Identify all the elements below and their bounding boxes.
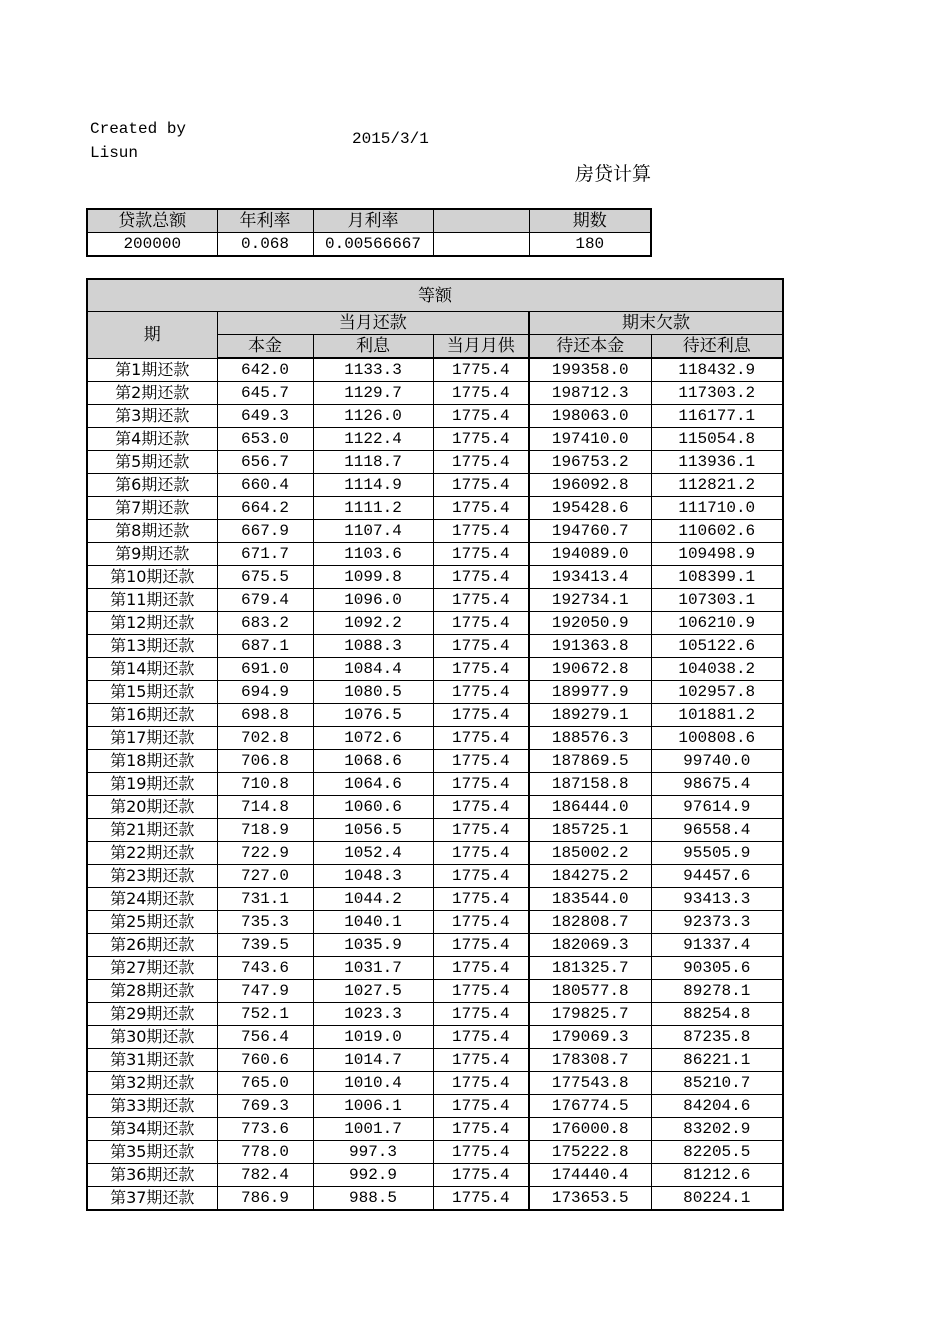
remaining-principal-cell[interactable]: 177543.8 [529,1072,651,1095]
period-label-cell[interactable]: 第28期还款 [87,980,217,1003]
monthly-payment-cell[interactable]: 1775.4 [433,911,529,934]
params-header-row [87,209,651,233]
remaining-principal-cell[interactable]: 187158.8 [529,773,651,796]
remaining-interest-cell[interactable]: 110602.6 [651,520,783,543]
interest-cell[interactable]: 1111.2 [313,497,433,520]
column-header-cell[interactable]: 待还本金 [529,335,651,359]
table-row [87,451,783,474]
interest-cell[interactable]: 1014.7 [313,1049,433,1072]
interest-cell[interactable]: 1099.8 [313,566,433,589]
period-label-cell[interactable]: 第35期还款 [87,1141,217,1164]
interest-cell[interactable]: 1118.7 [313,451,433,474]
table-row [87,842,783,865]
monthly-payment-cell[interactable]: 1775.4 [433,1118,529,1141]
remaining-interest-cell[interactable]: 83202.9 [651,1118,783,1141]
table-row [87,865,783,888]
principal-cell[interactable]: 743.6 [217,957,313,980]
monthly-payment-cell[interactable]: 1775.4 [433,681,529,704]
monthly-payment-cell[interactable]: 1775.4 [433,358,529,382]
interest-cell[interactable]: 1114.9 [313,474,433,497]
period-label-cell[interactable]: 第3期还款 [87,405,217,428]
monthly-payment-cell[interactable]: 1775.4 [433,727,529,750]
monthly-payment-cell[interactable]: 1775.4 [433,589,529,612]
remaining-interest-cell[interactable]: 84204.6 [651,1095,783,1118]
table-row [87,681,783,704]
period-label-cell[interactable]: 第17期还款 [87,727,217,750]
principal-cell[interactable]: 735.3 [217,911,313,934]
period-label-cell[interactable]: 第13期还款 [87,635,217,658]
remaining-interest-cell[interactable]: 105122.6 [651,635,783,658]
principal-cell[interactable]: 698.8 [217,704,313,727]
monthly-payment-cell[interactable]: 1775.4 [433,1141,529,1164]
principal-cell[interactable]: 782.4 [217,1164,313,1187]
monthly-payment-cell[interactable]: 1775.4 [433,1072,529,1095]
period-label-cell[interactable]: 第26期还款 [87,934,217,957]
interest-cell[interactable]: 1092.2 [313,612,433,635]
table-row [87,1003,783,1026]
monthly-payment-cell[interactable]: 1775.4 [433,1026,529,1049]
period-label-cell[interactable]: 第1期还款 [87,358,217,382]
remaining-interest-cell[interactable]: 87235.8 [651,1026,783,1049]
interest-cell[interactable]: 1133.3 [313,358,433,382]
table-row [87,980,783,1003]
remaining-principal-cell[interactable]: 196092.8 [529,474,651,497]
remaining-interest-cell[interactable]: 86221.1 [651,1049,783,1072]
principal-cell[interactable]: 722.9 [217,842,313,865]
remaining-interest-cell[interactable]: 90305.6 [651,957,783,980]
table-row [87,497,783,520]
remaining-interest-cell[interactable]: 96558.4 [651,819,783,842]
table-row [87,405,783,428]
remaining-interest-cell[interactable]: 101881.2 [651,704,783,727]
remaining-interest-cell[interactable]: 91337.4 [651,934,783,957]
remaining-principal-cell[interactable]: 175222.8 [529,1141,651,1164]
created-by-text: Created by Lisun [90,120,187,162]
page-title: 房贷计算 [575,163,652,185]
period-label-cell[interactable]: 第8期还款 [87,520,217,543]
remaining-principal-cell[interactable]: 189977.9 [529,681,651,704]
principal-cell[interactable]: 739.5 [217,934,313,957]
principal-cell[interactable]: 653.0 [217,428,313,451]
remaining-interest-cell[interactable]: 99740.0 [651,750,783,773]
table-row [87,957,783,980]
column-header-cell[interactable]: 利息 [313,335,433,359]
principal-cell[interactable]: 714.8 [217,796,313,819]
period-label-cell[interactable]: 第15期还款 [87,681,217,704]
remaining-principal-cell[interactable]: 173653.5 [529,1187,651,1211]
empty-cell[interactable] [433,233,529,257]
remaining-interest-cell[interactable]: 104038.2 [651,658,783,681]
monthly-payment-cell[interactable]: 1775.4 [433,428,529,451]
table-row [87,1072,783,1095]
remaining-principal-cell[interactable]: 174440.4 [529,1164,651,1187]
remaining-principal-cell[interactable]: 182808.7 [529,911,651,934]
remaining-interest-cell[interactable]: 118432.9 [651,358,783,382]
principal-cell[interactable]: 752.1 [217,1003,313,1026]
principal-cell[interactable]: 718.9 [217,819,313,842]
loan-amount-cell[interactable]: 200000 [87,233,217,257]
interest-cell[interactable]: 1001.7 [313,1118,433,1141]
interest-cell[interactable]: 1122.4 [313,428,433,451]
remaining-interest-cell[interactable]: 98675.4 [651,773,783,796]
principal-cell[interactable]: 649.3 [217,405,313,428]
period-label-cell[interactable]: 第6期还款 [87,474,217,497]
table-row [87,428,783,451]
interest-cell[interactable]: 1052.4 [313,842,433,865]
table-row [87,888,783,911]
interest-cell[interactable]: 1035.9 [313,934,433,957]
remaining-interest-cell[interactable]: 89278.1 [651,980,783,1003]
period-label-cell[interactable]: 第11期还款 [87,589,217,612]
table-row [87,750,783,773]
period-label-cell[interactable]: 第22期还款 [87,842,217,865]
params-value-row [87,233,651,257]
monthly-payment-cell[interactable]: 1775.4 [433,842,529,865]
param-header-cell[interactable]: 期数 [529,209,651,233]
principal-cell[interactable]: 702.8 [217,727,313,750]
interest-cell[interactable]: 1088.3 [313,635,433,658]
mode-header-cell[interactable]: 等额 [87,279,783,312]
period-label-cell[interactable]: 第2期还款 [87,382,217,405]
period-label-cell[interactable]: 第7期还款 [87,497,217,520]
remaining-principal-cell[interactable]: 181325.7 [529,957,651,980]
principal-cell[interactable]: 778.0 [217,1141,313,1164]
interest-cell[interactable]: 1031.7 [313,957,433,980]
table-row [87,474,783,497]
periods-cell[interactable]: 180 [529,233,651,257]
monthly-payment-cell[interactable]: 1775.4 [433,1164,529,1187]
interest-cell[interactable]: 1006.1 [313,1095,433,1118]
principal-cell[interactable]: 683.2 [217,612,313,635]
principal-cell[interactable]: 773.6 [217,1118,313,1141]
period-label-cell[interactable]: 第19期还款 [87,773,217,796]
remaining-interest-cell[interactable]: 115054.8 [651,428,783,451]
remaining-interest-cell[interactable]: 88254.8 [651,1003,783,1026]
period-label-cell[interactable]: 第23期还款 [87,865,217,888]
remaining-principal-cell[interactable]: 184275.2 [529,865,651,888]
param-header-cell[interactable]: 月利率 [313,209,433,233]
principal-cell[interactable]: 727.0 [217,865,313,888]
principal-cell[interactable]: 756.4 [217,1026,313,1049]
period-label-cell[interactable]: 第37期还款 [87,1187,217,1211]
remaining-interest-cell[interactable]: 80224.1 [651,1187,783,1211]
remaining-interest-cell[interactable]: 109498.9 [651,543,783,566]
period-label-cell[interactable]: 第31期还款 [87,1049,217,1072]
interest-cell[interactable]: 1048.3 [313,865,433,888]
monthly-payment-cell[interactable]: 1775.4 [433,1095,529,1118]
period-label-cell[interactable]: 第33期还款 [87,1095,217,1118]
interest-cell[interactable]: 1096.0 [313,589,433,612]
group-header-row [87,312,783,335]
monthly-payment-cell[interactable]: 1775.4 [433,451,529,474]
interest-cell[interactable]: 1103.6 [313,543,433,566]
period-label-cell[interactable]: 第30期还款 [87,1026,217,1049]
period-label-cell[interactable]: 第16期还款 [87,704,217,727]
remaining-interest-cell[interactable]: 82205.5 [651,1141,783,1164]
remaining-principal-cell[interactable]: 185725.1 [529,819,651,842]
principal-cell[interactable]: 760.6 [217,1049,313,1072]
monthly-payment-cell[interactable]: 1775.4 [433,704,529,727]
principal-cell[interactable]: 706.8 [217,750,313,773]
interest-cell[interactable]: 1060.6 [313,796,433,819]
monthly-payment-cell[interactable]: 1775.4 [433,773,529,796]
interest-cell[interactable]: 1044.2 [313,888,433,911]
table-row [87,589,783,612]
remaining-interest-cell[interactable]: 95505.9 [651,842,783,865]
remaining-principal-cell[interactable]: 195428.6 [529,497,651,520]
period-label-cell[interactable]: 第21期还款 [87,819,217,842]
period-label-cell[interactable]: 第36期还款 [87,1164,217,1187]
interest-cell[interactable]: 1056.5 [313,819,433,842]
period-label-cell[interactable]: 第27期还款 [87,957,217,980]
interest-cell[interactable]: 992.9 [313,1164,433,1187]
period-label-cell[interactable]: 第20期还款 [87,796,217,819]
remaining-principal-cell[interactable]: 190672.8 [529,658,651,681]
table-row [87,543,783,566]
remaining-principal-cell[interactable]: 198063.0 [529,405,651,428]
column-header-cell[interactable]: 待还利息 [651,335,783,359]
remaining-principal-cell[interactable]: 185002.2 [529,842,651,865]
remaining-principal-cell[interactable]: 191363.8 [529,635,651,658]
table-row [87,911,783,934]
remaining-principal-cell[interactable]: 180577.8 [529,980,651,1003]
principal-cell[interactable]: 694.9 [217,681,313,704]
table-row [87,727,783,750]
interest-cell[interactable]: 1023.3 [313,1003,433,1026]
principal-cell[interactable]: 664.2 [217,497,313,520]
table-row [87,520,783,543]
principal-cell[interactable]: 656.7 [217,451,313,474]
remaining-interest-cell[interactable]: 106210.9 [651,612,783,635]
remaining-principal-cell[interactable]: 183544.0 [529,888,651,911]
monthly-payment-cell[interactable]: 1775.4 [433,819,529,842]
interest-cell[interactable]: 1084.4 [313,658,433,681]
table-row [87,1026,783,1049]
remaining-principal-cell[interactable]: 192734.1 [529,589,651,612]
monthly-payment-cell[interactable]: 1775.4 [433,934,529,957]
remaining-interest-cell[interactable]: 85210.7 [651,1072,783,1095]
param-header-cell[interactable]: 贷款总额 [87,209,217,233]
remaining-interest-cell[interactable]: 100808.6 [651,727,783,750]
monthly-rate-cell[interactable]: 0.00566667 [313,233,433,257]
remaining-principal-cell[interactable]: 179825.7 [529,1003,651,1026]
interest-cell[interactable]: 1068.6 [313,750,433,773]
period-label-cell[interactable]: 第14期还款 [87,658,217,681]
remaining-principal-cell[interactable]: 192050.9 [529,612,651,635]
monthly-payment-cell[interactable]: 1775.4 [433,980,529,1003]
monthly-payment-cell[interactable]: 1775.4 [433,497,529,520]
remaining-interest-cell[interactable]: 81212.6 [651,1164,783,1187]
remaining-principal-cell[interactable]: 193413.4 [529,566,651,589]
monthly-payment-cell[interactable]: 1775.4 [433,1049,529,1072]
monthly-payment-cell[interactable]: 1775.4 [433,1003,529,1026]
period-label-cell[interactable]: 第9期还款 [87,543,217,566]
principal-cell[interactable]: 786.9 [217,1187,313,1211]
interest-cell[interactable]: 1080.5 [313,681,433,704]
principal-cell[interactable]: 679.4 [217,589,313,612]
remaining-interest-cell[interactable]: 102957.8 [651,681,783,704]
table-row [87,1164,783,1187]
interest-cell[interactable]: 997.3 [313,1141,433,1164]
monthly-payment-cell[interactable]: 1775.4 [433,520,529,543]
remaining-principal-cell[interactable]: 186444.0 [529,796,651,819]
remaining-principal-cell[interactable]: 194089.0 [529,543,651,566]
principal-cell[interactable]: 769.3 [217,1095,313,1118]
table-row [87,796,783,819]
period-label-cell[interactable]: 第10期还款 [87,566,217,589]
repayment-schedule-table [86,278,784,1211]
monthly-payment-cell[interactable]: 1775.4 [433,474,529,497]
period-label-cell[interactable]: 第4期还款 [87,428,217,451]
remaining-interest-cell[interactable]: 108399.1 [651,566,783,589]
monthly-payment-cell[interactable]: 1775.4 [433,382,529,405]
column-header-cell[interactable]: 本金 [217,335,313,359]
remaining-interest-cell[interactable]: 113936.1 [651,451,783,474]
table-row [87,1187,783,1211]
table-row [87,1141,783,1164]
table-row [87,612,783,635]
interest-cell[interactable]: 1064.6 [313,773,433,796]
interest-cell[interactable]: 1027.5 [313,980,433,1003]
principal-cell[interactable]: 747.9 [217,980,313,1003]
monthly-payment-cell[interactable]: 1775.4 [433,865,529,888]
table-row [87,704,783,727]
interest-cell[interactable]: 1040.1 [313,911,433,934]
principal-cell[interactable]: 687.1 [217,635,313,658]
period-label-cell[interactable]: 第5期还款 [87,451,217,474]
remaining-interest-cell[interactable]: 94457.6 [651,865,783,888]
monthly-payment-cell[interactable]: 1775.4 [433,658,529,681]
annual-rate-cell[interactable]: 0.068 [217,233,313,257]
period-label-cell[interactable]: 第34期还款 [87,1118,217,1141]
principal-cell[interactable]: 660.4 [217,474,313,497]
remaining-principal-cell[interactable]: 196753.2 [529,451,651,474]
table-row [87,658,783,681]
column-header-cell[interactable]: 当月月供 [433,335,529,359]
param-header-cell[interactable]: 年利率 [217,209,313,233]
interest-cell[interactable]: 1076.5 [313,704,433,727]
param-header-cell[interactable] [433,209,529,233]
principal-cell[interactable]: 645.7 [217,382,313,405]
monthly-payment-cell[interactable]: 1775.4 [433,612,529,635]
remaining-interest-cell[interactable]: 97614.9 [651,796,783,819]
remaining-balance-group-header[interactable]: 期末欠款 [529,312,783,335]
table-row [87,773,783,796]
period-label-cell[interactable]: 第12期还款 [87,612,217,635]
table-row [87,934,783,957]
interest-cell[interactable]: 1072.6 [313,727,433,750]
period-label-cell[interactable]: 第29期还款 [87,1003,217,1026]
table-row [87,382,783,405]
table-row [87,635,783,658]
principal-cell[interactable]: 731.1 [217,888,313,911]
remaining-interest-cell[interactable]: 111710.0 [651,497,783,520]
principal-cell[interactable]: 710.8 [217,773,313,796]
monthly-payment-cell[interactable]: 1775.4 [433,405,529,428]
remaining-interest-cell[interactable]: 93413.3 [651,888,783,911]
date-text: 2015/3/1 [352,130,429,148]
table-row [87,1095,783,1118]
remaining-principal-cell[interactable]: 182069.3 [529,934,651,957]
remaining-interest-cell[interactable]: 117303.2 [651,382,783,405]
monthly-payment-cell[interactable]: 1775.4 [433,750,529,773]
principal-cell[interactable]: 667.9 [217,520,313,543]
table-row [87,1118,783,1141]
interest-cell[interactable]: 1126.0 [313,405,433,428]
remaining-principal-cell[interactable]: 194760.7 [529,520,651,543]
interest-cell[interactable]: 1129.7 [313,382,433,405]
remaining-interest-cell[interactable]: 112821.2 [651,474,783,497]
table-row [87,1049,783,1072]
monthly-payment-cell[interactable]: 1775.4 [433,888,529,911]
monthly-payment-cell[interactable]: 1775.4 [433,635,529,658]
remaining-interest-cell[interactable]: 116177.1 [651,405,783,428]
principal-cell[interactable]: 765.0 [217,1072,313,1095]
period-label-cell[interactable]: 第18期还款 [87,750,217,773]
remaining-principal-cell[interactable]: 179069.3 [529,1026,651,1049]
remaining-principal-cell[interactable]: 188576.3 [529,727,651,750]
monthly-payment-cell[interactable]: 1775.4 [433,543,529,566]
period-label-cell[interactable]: 第24期还款 [87,888,217,911]
monthly-payment-cell[interactable]: 1775.4 [433,796,529,819]
remaining-principal-cell[interactable]: 199358.0 [529,358,651,382]
remaining-principal-cell[interactable]: 176000.8 [529,1118,651,1141]
principal-cell[interactable]: 671.7 [217,543,313,566]
interest-cell[interactable]: 1010.4 [313,1072,433,1095]
table-row [87,819,783,842]
remaining-principal-cell[interactable]: 187869.5 [529,750,651,773]
interest-cell[interactable]: 1107.4 [313,520,433,543]
principal-cell[interactable]: 642.0 [217,358,313,382]
mode-row [87,279,783,312]
principal-cell[interactable]: 691.0 [217,658,313,681]
remaining-principal-cell[interactable]: 178308.7 [529,1049,651,1072]
monthly-payment-cell[interactable]: 1775.4 [433,566,529,589]
interest-cell[interactable]: 988.5 [313,1187,433,1211]
remaining-principal-cell[interactable]: 189279.1 [529,704,651,727]
remaining-principal-cell[interactable]: 176774.5 [529,1095,651,1118]
remaining-interest-cell[interactable]: 107303.1 [651,589,783,612]
period-label-cell[interactable]: 第32期还款 [87,1072,217,1095]
remaining-interest-cell[interactable]: 92373.3 [651,911,783,934]
period-header-cell[interactable]: 期 [87,312,217,359]
current-payment-group-header[interactable]: 当月还款 [217,312,529,335]
principal-cell[interactable]: 675.5 [217,566,313,589]
table-row [87,358,783,382]
remaining-principal-cell[interactable]: 197410.0 [529,428,651,451]
monthly-payment-cell[interactable]: 1775.4 [433,1187,529,1211]
loan-params-table [86,208,652,257]
remaining-principal-cell[interactable]: 198712.3 [529,382,651,405]
period-label-cell[interactable]: 第25期还款 [87,911,217,934]
table-row [87,566,783,589]
interest-cell[interactable]: 1019.0 [313,1026,433,1049]
monthly-payment-cell[interactable]: 1775.4 [433,957,529,980]
